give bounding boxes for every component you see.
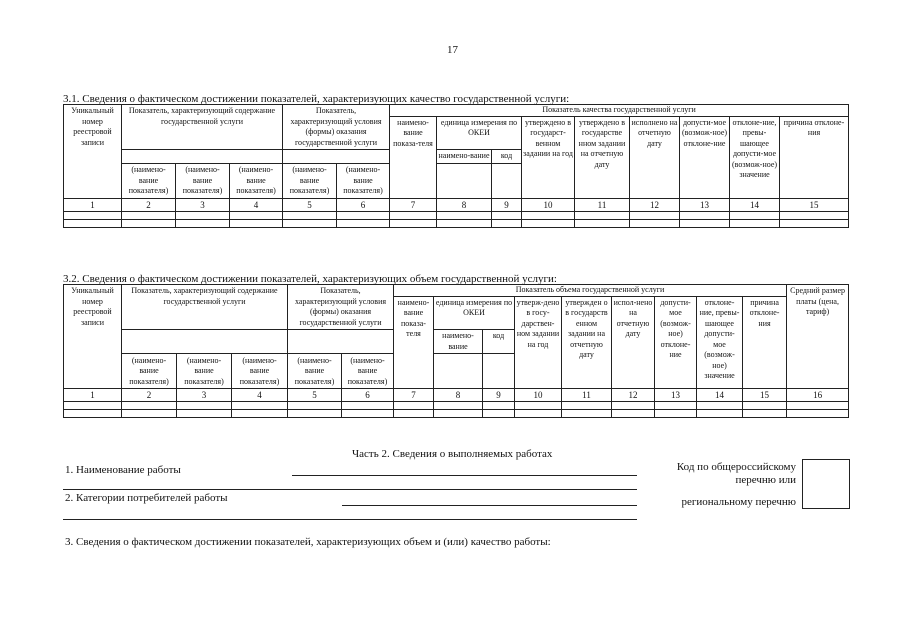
col-done: исполнено на отчетную дату (630, 116, 680, 198)
section-3-work-title: 3. Сведения о фактическом достижении показателей, характеризующих объем и (или) качество работы: (65, 536, 551, 548)
col-deviation-reason: причина отклоне-ния (743, 296, 787, 389)
table-row-empty (64, 219, 849, 227)
conditions-subheader-gap (283, 150, 390, 164)
code-label-line-3: региональному перечню (681, 496, 796, 508)
col-indicator-name: наимено-вание показа-теля (394, 296, 434, 389)
col-deviation-reason: причина отклоне-ния (780, 116, 849, 198)
work-consumers-label: 2. Категории потребителей работы (65, 492, 228, 504)
col-allowed-deviation: допусти-мое (возмож-ное) отклоне-ние (655, 296, 697, 389)
col-number: 12 (630, 198, 680, 211)
col-unit-okei: единица измерения по ОКЕИ (437, 116, 522, 150)
col-number: 5 (288, 389, 342, 402)
col-approved-date: утверждено в государстве нном задании на отчетную дату (575, 116, 630, 198)
part2-title: Часть 2. Сведения о выполняемых работах (352, 448, 553, 460)
col-number: 10 (515, 389, 562, 402)
col-done: испол-нено на отчетную дату (612, 296, 655, 389)
col-approved-date: утвержден о в государств енном задании на отчетную дату (562, 296, 612, 389)
col-number: 12 (612, 389, 655, 402)
code-label-line-1: Код по общероссийскому (676, 461, 796, 473)
conditions-indicator-name-1: (наимено-вание показателя) (288, 354, 342, 389)
col-number: 3 (177, 389, 232, 402)
col-number: 6 (342, 389, 394, 402)
col-approved-year: утверж-дено в госу-дарствен-ном задании на год (515, 296, 562, 389)
col-number: 4 (232, 389, 288, 402)
work-name-field-line-2[interactable] (63, 489, 637, 490)
col-quality-indicator: Показатель качества государственной услуги (390, 105, 849, 117)
col-unit-code: код (483, 330, 515, 354)
conditions-indicator-name-2: (наимено-вание показателя) (342, 354, 394, 389)
col-unit-name: наимено-вание (437, 150, 492, 164)
col-content-indicator: Показатель, характеризующий содержание государственной услуги (122, 285, 288, 330)
col-number: 14 (730, 198, 780, 211)
col-number: 2 (122, 389, 177, 402)
col-number: 2 (122, 198, 176, 211)
col-number: 7 (394, 389, 434, 402)
col-number: 9 (483, 389, 515, 402)
volume-indicators-table (63, 284, 849, 418)
col-number: 3 (176, 198, 230, 211)
col-number: 15 (780, 198, 849, 211)
section-3-2-title: 3.2. Сведения о фактическом достижении показателей, характеризующих объем государственной услуги: (63, 273, 557, 285)
content-indicator-name-2: (наимено-вание показателя) (176, 163, 230, 198)
content-subheader-gap (122, 330, 288, 354)
col-exceeding-deviation: отклоне-ние, превы-шающее допусти-мое (возмож-ное) значение (730, 116, 780, 198)
col-unique-record-number: Уникальный номер реестровой записи (64, 285, 122, 389)
col-content-indicator: Показатель, характеризующий содержание государственной услуги (122, 105, 283, 150)
content-indicator-name-2: (наимено-вание показателя) (177, 354, 232, 389)
col-average-price: Средний размер платы (цена, тариф) (787, 285, 849, 389)
col-number: 10 (522, 198, 575, 211)
col-number: 13 (655, 389, 697, 402)
table-row-empty (64, 410, 849, 418)
col-number: 15 (743, 389, 787, 402)
content-indicator-name-1: (наимено-вание показателя) (122, 163, 176, 198)
table-row-empty (64, 211, 849, 219)
section-3-1-title: 3.1. Сведения о фактическом достижении показателей, характеризующих качество государственной услуги: (63, 93, 570, 105)
conditions-indicator-name-1: (наимено-вание показателя) (283, 163, 337, 198)
work-consumers-field-line-2[interactable] (63, 519, 637, 520)
content-indicator-name-3: (наимено-вание показателя) (232, 354, 288, 389)
col-number: 11 (575, 198, 630, 211)
col-unit-okei: единица измерения по ОКЕИ (434, 296, 515, 330)
col-number: 8 (434, 389, 483, 402)
col-number: 1 (64, 389, 122, 402)
col-number: 8 (437, 198, 492, 211)
col-number: 7 (390, 198, 437, 211)
col-unique-record-number: Уникальный номер реестровой записи (64, 105, 122, 199)
col-number: 4 (230, 198, 283, 211)
col-volume-indicator: Показатель объема государственной услуги (394, 285, 787, 297)
col-number: 1 (64, 198, 122, 211)
content-subheader-gap (122, 150, 283, 164)
page-number: 17 (447, 44, 458, 56)
content-indicator-name-1: (наимено-вание показателя) (122, 354, 177, 389)
col-conditions-indicator: Показатель, характеризующий условия (формы) оказания государственной услуги (283, 105, 390, 150)
work-name-label: 1. Наименование работы (65, 464, 181, 476)
registry-code-box[interactable] (802, 459, 850, 509)
content-indicator-name-3: (наимено-вание показателя) (230, 163, 283, 198)
col-number: 5 (283, 198, 337, 211)
col-conditions-indicator: Показатель, характеризующий условия (формы) оказания государственной услуги (288, 285, 394, 330)
col-number: 14 (697, 389, 743, 402)
col-unit-name: наимено-вание (434, 330, 483, 354)
col-number: 16 (787, 389, 849, 402)
col-number: 9 (492, 198, 522, 211)
col-number: 11 (562, 389, 612, 402)
col-number: 13 (680, 198, 730, 211)
col-number: 6 (337, 198, 390, 211)
work-consumers-field-line[interactable] (342, 505, 637, 506)
quality-indicators-table (63, 104, 849, 228)
code-label-line-2: перечню или (735, 474, 796, 486)
col-exceeding-deviation: отклоне-ние, превы-шающее допусти-мое (возмож-ное) значение (697, 296, 743, 389)
col-indicator-name: наимено-вание показа-теля (390, 116, 437, 198)
work-name-field-line[interactable] (292, 475, 637, 476)
col-approved-year: утверждено в государст-венном задании на год (522, 116, 575, 198)
conditions-indicator-name-2: (наимено-вание показателя) (337, 163, 390, 198)
conditions-subheader-gap (288, 330, 394, 354)
col-unit-code: код (492, 150, 522, 164)
col-allowed-deviation: допусти-мое (возмож-ное) отклоне-ние (680, 116, 730, 198)
table-row-empty (64, 402, 849, 410)
